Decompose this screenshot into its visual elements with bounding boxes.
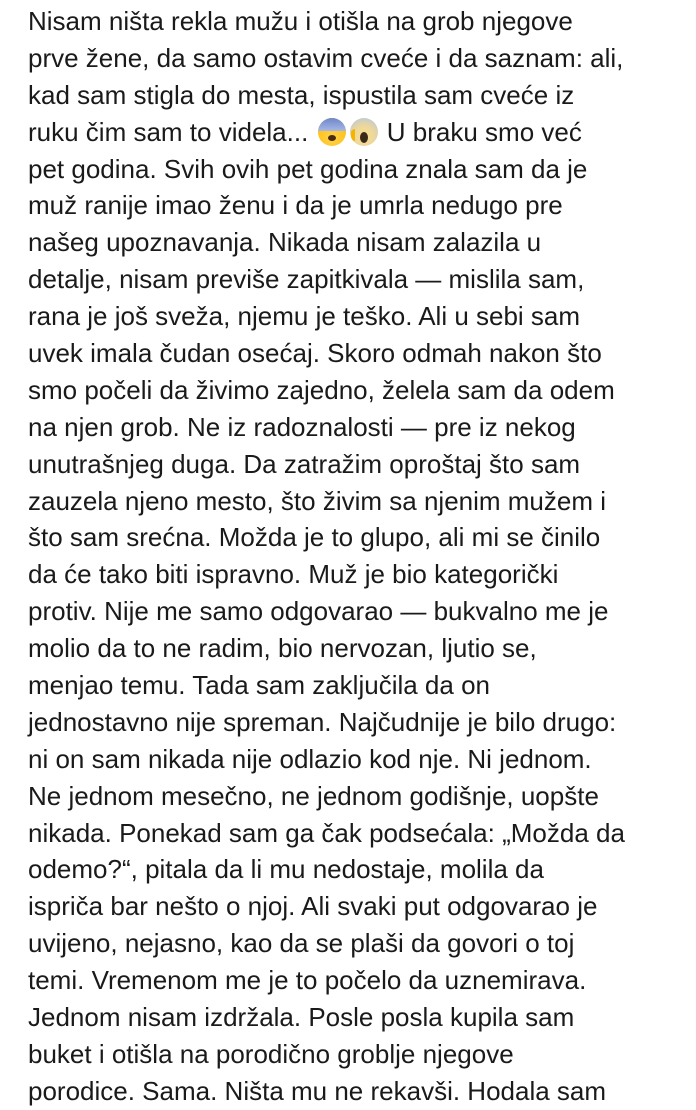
text-line: što sam srećna. Možda je to glupo, ali mi se činilo: [28, 522, 601, 553]
text-line: uvijeno, nejasno, kao da se plaši da govori o toj: [28, 928, 575, 959]
post-text: [28, 3, 696, 1110]
text-line: da će tako biti ispravno. Muž je bio kategorički: [28, 559, 559, 590]
text-line-with-emoji: [28, 114, 696, 151]
text-line: Nisam ništa rekla mužu i otišla na grob njegove: [28, 6, 573, 36]
text-line: unutrašnjeg duga. Da zatražim oproštaj što sam: [28, 448, 581, 479]
text-line: smo počeli da živimo zajedno, želela sam da odem: [28, 374, 615, 405]
text-line: ni on sam nikada nije odlazio kod nje. Ni jednom.: [28, 743, 592, 774]
text-line: molio da to ne radim, bio nervozan, ljutio se,: [28, 633, 537, 664]
text-line: prve žene, da samo ostavim cveće i da saznam: ali,: [28, 42, 624, 73]
text-line: našeg upoznavanja. Nikada nisam zalazila u: [28, 227, 542, 258]
text-line: protiv. Nije me samo odgovarao — bukvalno me je: [28, 596, 609, 627]
text-line: porodice. Sama. Ništa mu ne rekavši. Hodala sam: [28, 1075, 607, 1106]
text-line: nikada. Ponekad sam ga čak podsećala: „Možda da: [28, 817, 625, 848]
text-line: muž ranije imao ženu i da je umrla nedugo pre: [28, 190, 563, 221]
text-line: Ne jednom mesečno, ne jednom godišnje, uopšte: [28, 780, 599, 811]
text-line: menjao temu. Tada sam zaključila da on: [28, 670, 490, 701]
text-line: uvek imala čudan osećaj. Skoro odmah nakon što: [28, 338, 602, 369]
text-line: pet godina. Svih ovih pet godina znala sam da je: [28, 153, 588, 184]
text-line: na njen grob. Ne iz radoznalosti — pre iz nekog: [28, 411, 576, 442]
text-line: detalje, nisam previše zapitkivala — mislila sam,: [28, 264, 585, 295]
text-line: zauzela njeno mesto, što živim sa njenim mužem i: [28, 485, 607, 516]
text-line: rana je još sveža, njemu je teško. Ali u sebi sam: [28, 301, 581, 332]
text-line: temi. Vremenom me je to počelo da uznemirava.: [28, 965, 587, 996]
text-segment: U braku smo već: [386, 116, 582, 147]
text-line: kad sam stigla do mesta, ispustila sam cveće iz: [28, 79, 575, 110]
text-line: ispriča bar nešto o njoj. Ali svaki put odgovarao je: [28, 891, 598, 922]
text-line: jednostavno nije spreman. Najčudnije je bilo drugo:: [28, 706, 617, 737]
text-segment: ruku čim sam to videla...: [28, 116, 309, 147]
fearful-face-emoji-icon: [318, 118, 346, 146]
text-line: odemo?“, pitala da li mu nedostaje, molila da: [28, 854, 544, 885]
screaming-face-emoji-icon: [350, 118, 378, 146]
text-line: Jednom nisam izdržala. Posle posla kupila sam: [28, 1002, 575, 1033]
text-line: buket i otišla na porodično groblje njegove: [28, 1038, 514, 1069]
